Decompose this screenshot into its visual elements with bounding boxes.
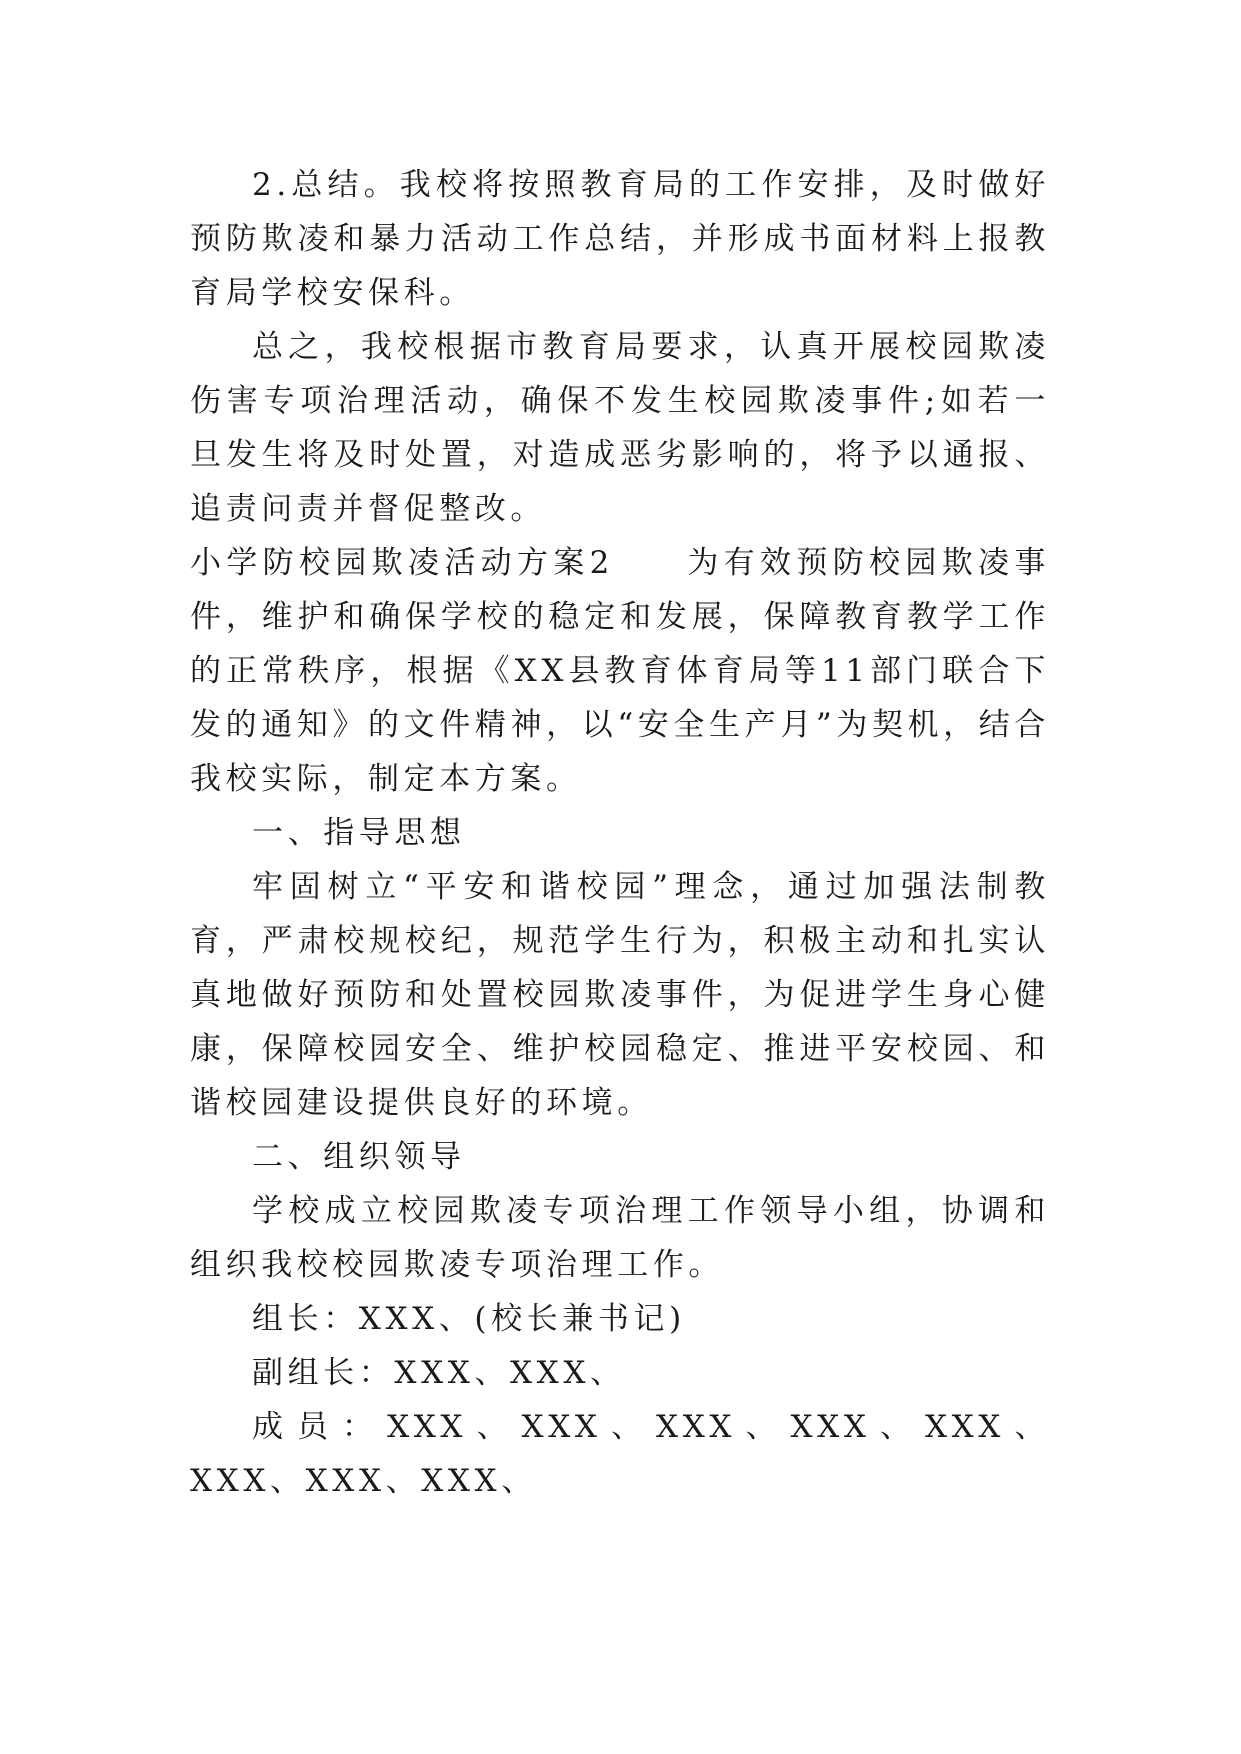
document-body: [190, 158, 1050, 1508]
paragraph-plan-2-intro: 小学防校园欺凌活动方案2 为有效预防校园欺凌事件，维护和确保学校的稳定和发展，保障教育教学工作的正常秩序，根据《XX县教育体育局等11部门联合下发的通知》的文件精神，以“安全生产月”为契机，结合我校实际，制定本方案。: [190, 545, 1050, 797]
paragraph-group-leader: 组长：XXX、(校长兼书记): [252, 1301, 686, 1337]
heading-guiding-thought: 一、指导思想: [252, 815, 466, 851]
paragraph-members: 成员：XXX、XXX、XXX、XXX、XXX、XXX、XXX、XXX、: [190, 1409, 1050, 1499]
paragraph-conclusion: 总之，我校根据市教育局要求，认真开展校园欺凌伤害专项治理活动，确保不发生校园欺凌事件;如若一旦发生将及时处置，对造成恶劣影响的，将予以通报、追责问责并督促整改。: [190, 329, 1050, 527]
heading-organization: 二、组织领导: [252, 1139, 466, 1175]
paragraph-organization: 学校成立校园欺凌专项治理工作领导小组，协调和组织我校校园欺凌专项治理工作。: [190, 1193, 1050, 1283]
paragraph-guiding-thought: 牢固树立“平安和谐校园”理念，通过加强法制教育，严肃校规校纪，规范学生行为，积极主动和扎实认真地做好预防和处置校园欺凌事件，为促进学生身心健康，保障校园安全、维护校园稳定、推进平安校园、和谐校园建设提供良好的环境。: [190, 869, 1050, 1121]
paragraph-deputy-leader: 副组长：XXX、XXX、: [252, 1355, 626, 1391]
paragraph-summary-item-2: 2.总结。我校将按照教育局的工作安排，及时做好预防欺凌和暴力活动工作总结，并形成书面材料上报教育局学校安保科。: [190, 167, 1050, 311]
